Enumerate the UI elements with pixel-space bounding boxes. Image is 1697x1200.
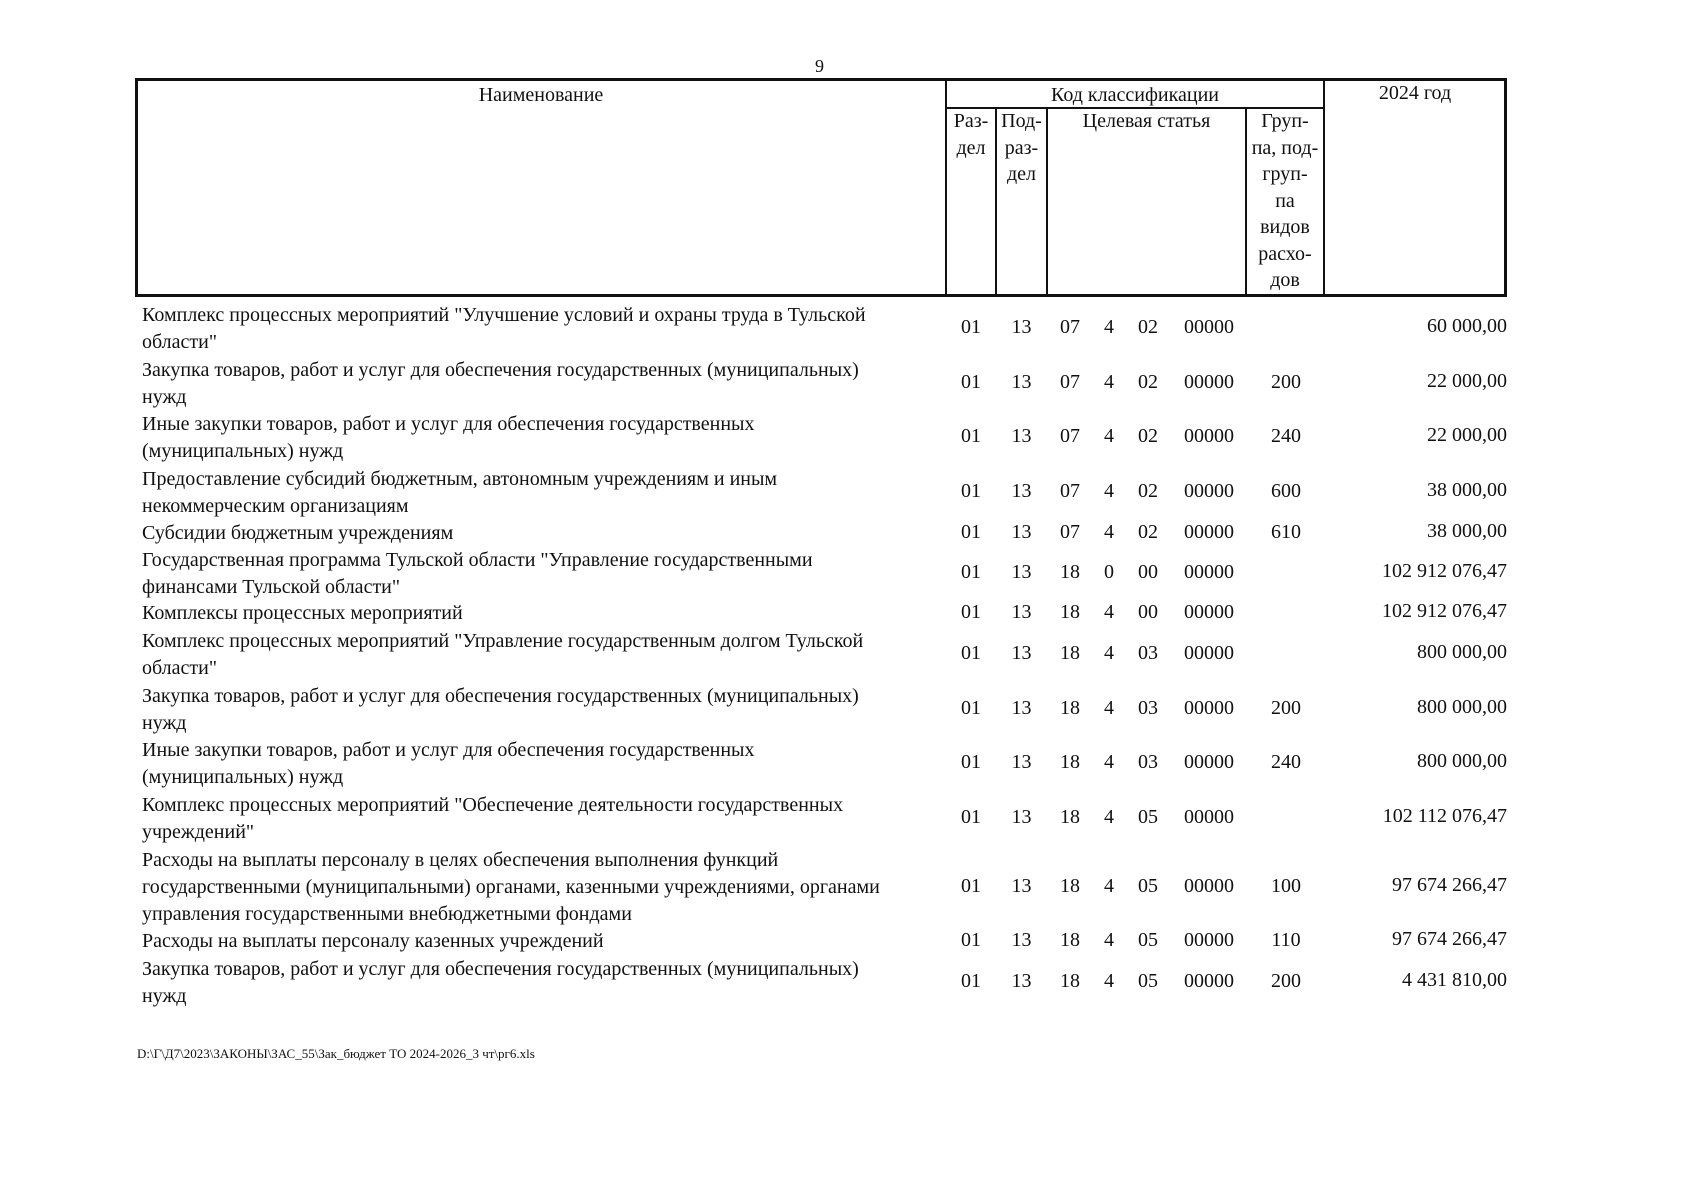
cell-amount: 102 112 076,47 bbox=[1382, 805, 1507, 827]
header-name: Наименование bbox=[478, 84, 604, 106]
cell-amount: 102 912 076,47 bbox=[1382, 560, 1507, 582]
cell-cs1: 18 bbox=[1060, 751, 1080, 773]
row-name bbox=[142, 411, 942, 465]
cell-cs2: 4 bbox=[1104, 425, 1114, 447]
row-name bbox=[142, 547, 942, 601]
cell-podrazdel: 13 bbox=[1011, 520, 1032, 543]
cell-razdel: 01 bbox=[961, 970, 981, 992]
cell-podrazdel: 13 bbox=[1011, 642, 1032, 664]
cell-amount: 60 000,00 bbox=[1427, 315, 1507, 337]
cell-cs3: 02 bbox=[1138, 316, 1158, 338]
cell-cs2: 4 bbox=[1104, 806, 1114, 828]
cell-vr: 240 bbox=[1271, 751, 1301, 773]
cell-razdel: 01 bbox=[961, 480, 981, 502]
cell-cs1: 07 bbox=[1060, 520, 1080, 543]
cell-cs2: 4 bbox=[1104, 928, 1114, 951]
cell-cs1: 18 bbox=[1060, 928, 1080, 951]
row-name-line: области" bbox=[142, 657, 218, 679]
cell-vr: 240 bbox=[1271, 425, 1301, 447]
cell-cs1: 07 bbox=[1060, 425, 1080, 447]
cell-cs1: 07 bbox=[1060, 316, 1080, 338]
cell-podrazdel: 13 bbox=[1011, 970, 1032, 992]
cell-cs4: 00000 bbox=[1184, 600, 1234, 623]
cell-cs4: 00000 bbox=[1184, 928, 1234, 951]
row-name-line: Расходы на выплаты персоналу казенных учреждений bbox=[142, 930, 604, 952]
row-name-line: Комплекс процессных мероприятий "Улучшение условий и охраны труда в Тульской bbox=[142, 304, 866, 326]
cell-razdel: 01 bbox=[961, 751, 981, 773]
cell-cs4: 00000 bbox=[1184, 751, 1234, 773]
cell-cs4: 00000 bbox=[1184, 316, 1234, 338]
header-code-classification: Код классификации bbox=[1050, 84, 1220, 106]
row-name bbox=[142, 847, 942, 928]
cell-podrazdel: 13 bbox=[1011, 425, 1032, 447]
row-name-line: Закупка товаров, работ и услуг для обеспечения государственных (муниципальных) bbox=[142, 958, 859, 980]
row-name bbox=[142, 956, 942, 1010]
cell-podrazdel: 13 bbox=[1011, 697, 1032, 719]
cell-cs4: 00000 bbox=[1184, 970, 1234, 992]
row-name-line: Закупка товаров, работ и услуг для обеспечения государственных (муниципальных) bbox=[142, 685, 859, 707]
row-name bbox=[142, 628, 942, 682]
row-name bbox=[142, 600, 942, 627]
header-year: 2024 год bbox=[1378, 82, 1452, 104]
cell-vr: 110 bbox=[1271, 928, 1301, 951]
row-name-line: Расходы на выплаты персоналу в целях обеспечения выполнения функций bbox=[142, 849, 779, 871]
row-name-line: Комплексы процессных мероприятий bbox=[142, 602, 463, 624]
cell-cs4: 00000 bbox=[1184, 642, 1234, 664]
cell-cs1: 18 bbox=[1060, 697, 1080, 719]
cell-cs2: 0 bbox=[1104, 561, 1114, 583]
cell-vr: 200 bbox=[1271, 970, 1301, 992]
row-name-line: Субсидии бюджетным учреждениям bbox=[142, 522, 454, 544]
cell-cs1: 18 bbox=[1060, 642, 1080, 664]
cell-cs3: 03 bbox=[1138, 751, 1158, 773]
row-name bbox=[142, 683, 942, 737]
cell-amount: 800 000,00 bbox=[1417, 750, 1507, 772]
header-divider-podrazdel bbox=[1046, 108, 1048, 297]
cell-amount: 97 674 266,47 bbox=[1392, 873, 1507, 896]
cell-amount: 22 000,00 bbox=[1427, 424, 1507, 446]
cell-cs3: 02 bbox=[1138, 425, 1158, 447]
row-name-line: нужд bbox=[142, 712, 187, 734]
cell-cs3: 03 bbox=[1138, 642, 1158, 664]
cell-podrazdel: 13 bbox=[1011, 316, 1032, 338]
cell-cs2: 4 bbox=[1104, 600, 1114, 623]
row-name-line: (муниципальных) нужд bbox=[142, 766, 344, 788]
cell-cs2: 4 bbox=[1104, 480, 1114, 502]
row-name-line: Комплекс процессных мероприятий "Управление государственным долгом Тульской bbox=[142, 630, 864, 652]
cell-cs2: 4 bbox=[1104, 751, 1114, 773]
cell-amount: 38 000,00 bbox=[1427, 479, 1507, 501]
cell-cs2: 4 bbox=[1104, 970, 1114, 992]
cell-cs1: 18 bbox=[1060, 970, 1080, 992]
cell-vr: 610 bbox=[1271, 520, 1301, 543]
row-name-line: Закупка товаров, работ и услуг для обеспечения государственных (муниципальных) bbox=[142, 359, 859, 381]
cell-cs4: 00000 bbox=[1184, 697, 1234, 719]
cell-cs2: 4 bbox=[1104, 642, 1114, 664]
cell-cs1: 18 bbox=[1060, 600, 1080, 623]
cell-cs3: 02 bbox=[1138, 371, 1158, 393]
row-name-line: государственными (муниципальными) органами, казенными учреждениями, органами bbox=[142, 876, 880, 898]
cell-razdel: 01 bbox=[961, 928, 981, 951]
cell-cs4: 00000 bbox=[1184, 561, 1234, 583]
header-podrazdel: Под- раз- дел bbox=[1001, 110, 1042, 185]
cell-cs4: 00000 bbox=[1184, 480, 1234, 502]
cell-amount: 102 912 076,47 bbox=[1382, 599, 1507, 622]
cell-cs3: 02 bbox=[1138, 520, 1158, 543]
cell-cs1: 07 bbox=[1060, 480, 1080, 502]
cell-podrazdel: 13 bbox=[1011, 928, 1032, 951]
row-name bbox=[142, 792, 942, 846]
cell-cs3: 05 bbox=[1138, 928, 1158, 951]
cell-razdel: 01 bbox=[961, 371, 981, 393]
cell-cs3: 00 bbox=[1138, 600, 1158, 623]
cell-amount: 800 000,00 bbox=[1417, 696, 1507, 718]
cell-cs3: 05 bbox=[1138, 806, 1158, 828]
row-name-line: Государственная программа Тульской области "Управление государственными bbox=[142, 549, 813, 571]
cell-vr: 200 bbox=[1271, 371, 1301, 393]
cell-razdel: 01 bbox=[961, 642, 981, 664]
cell-podrazdel: 13 bbox=[1011, 806, 1032, 828]
cell-podrazdel: 13 bbox=[1011, 561, 1032, 583]
row-name-line: области" bbox=[142, 331, 218, 353]
header-expense-group: Груп- па, под- груп- па видов расхо- дов bbox=[1251, 110, 1319, 291]
row-name-line: учреждений" bbox=[142, 821, 255, 843]
cell-cs1: 18 bbox=[1060, 561, 1080, 583]
cell-cs4: 00000 bbox=[1184, 425, 1234, 447]
row-name bbox=[142, 466, 942, 520]
cell-amount: 38 000,00 bbox=[1427, 519, 1507, 542]
cell-cs2: 4 bbox=[1104, 874, 1114, 897]
cell-cs3: 02 bbox=[1138, 480, 1158, 502]
header-target-article: Целевая статья bbox=[1082, 110, 1211, 132]
cell-podrazdel: 13 bbox=[1011, 371, 1032, 393]
cell-razdel: 01 bbox=[961, 874, 981, 897]
cell-podrazdel: 13 bbox=[1011, 600, 1032, 623]
cell-razdel: 01 bbox=[961, 806, 981, 828]
row-name bbox=[142, 357, 942, 411]
row-name bbox=[142, 928, 942, 955]
cell-cs4: 00000 bbox=[1184, 520, 1234, 543]
header-divider-group bbox=[1323, 79, 1325, 297]
cell-cs1: 18 bbox=[1060, 806, 1080, 828]
cell-cs4: 00000 bbox=[1184, 874, 1234, 897]
cell-cs3: 05 bbox=[1138, 970, 1158, 992]
cell-cs3: 03 bbox=[1138, 697, 1158, 719]
page-number: 9 bbox=[815, 56, 824, 76]
cell-razdel: 01 bbox=[961, 316, 981, 338]
cell-vr: 100 bbox=[1271, 874, 1301, 897]
header-razdel: Раз- дел bbox=[953, 110, 989, 159]
row-name-line: управления государственными внебюджетными фондами bbox=[142, 903, 632, 925]
cell-cs3: 00 bbox=[1138, 561, 1158, 583]
cell-cs1: 18 bbox=[1060, 874, 1080, 897]
cell-razdel: 01 bbox=[961, 600, 981, 623]
row-name-line: Иные закупки товаров, работ и услуг для обеспечения государственных bbox=[142, 413, 755, 435]
cell-vr: 600 bbox=[1271, 480, 1301, 502]
row-name-line: некоммерческим организациям bbox=[142, 495, 409, 517]
cell-cs1: 07 bbox=[1060, 371, 1080, 393]
row-name-line: нужд bbox=[142, 386, 187, 408]
row-name bbox=[142, 302, 942, 356]
cell-razdel: 01 bbox=[961, 697, 981, 719]
cell-cs2: 4 bbox=[1104, 371, 1114, 393]
cell-razdel: 01 bbox=[961, 425, 981, 447]
row-name bbox=[142, 520, 942, 547]
cell-cs2: 4 bbox=[1104, 520, 1114, 543]
row-name-line: финансами Тульской области" bbox=[142, 576, 401, 598]
cell-cs2: 4 bbox=[1104, 697, 1114, 719]
cell-amount: 800 000,00 bbox=[1417, 641, 1507, 663]
cell-amount: 4 431 810,00 bbox=[1402, 969, 1507, 991]
cell-podrazdel: 13 bbox=[1011, 751, 1032, 773]
cell-podrazdel: 13 bbox=[1011, 874, 1032, 897]
cell-razdel: 01 bbox=[961, 520, 981, 543]
footer-file-path: D:\Г\Д7\2023\ЗАКОНЫ\ЗАС_55\Зак_бюджет ТО 2024-2026_3 чт\рг6.xls bbox=[137, 1046, 535, 1061]
cell-cs3: 05 bbox=[1138, 874, 1158, 897]
row-name-line: Комплекс процессных мероприятий "Обеспечение деятельности государственных bbox=[142, 794, 844, 816]
cell-amount: 97 674 266,47 bbox=[1392, 927, 1507, 950]
cell-podrazdel: 13 bbox=[1011, 480, 1032, 502]
cell-razdel: 01 bbox=[961, 561, 981, 583]
row-name bbox=[142, 737, 942, 791]
row-name-line: Иные закупки товаров, работ и услуг для обеспечения государственных bbox=[142, 739, 755, 761]
row-name-line: нужд bbox=[142, 985, 187, 1007]
row-name-line: (муниципальных) нужд bbox=[142, 440, 344, 462]
cell-cs4: 00000 bbox=[1184, 371, 1234, 393]
cell-cs4: 00000 bbox=[1184, 806, 1234, 828]
cell-amount: 22 000,00 bbox=[1427, 370, 1507, 392]
row-name-line: Предоставление субсидий бюджетным, автономным учреждениям и иным bbox=[142, 468, 778, 490]
cell-cs2: 4 bbox=[1104, 316, 1114, 338]
cell-vr: 200 bbox=[1271, 697, 1301, 719]
